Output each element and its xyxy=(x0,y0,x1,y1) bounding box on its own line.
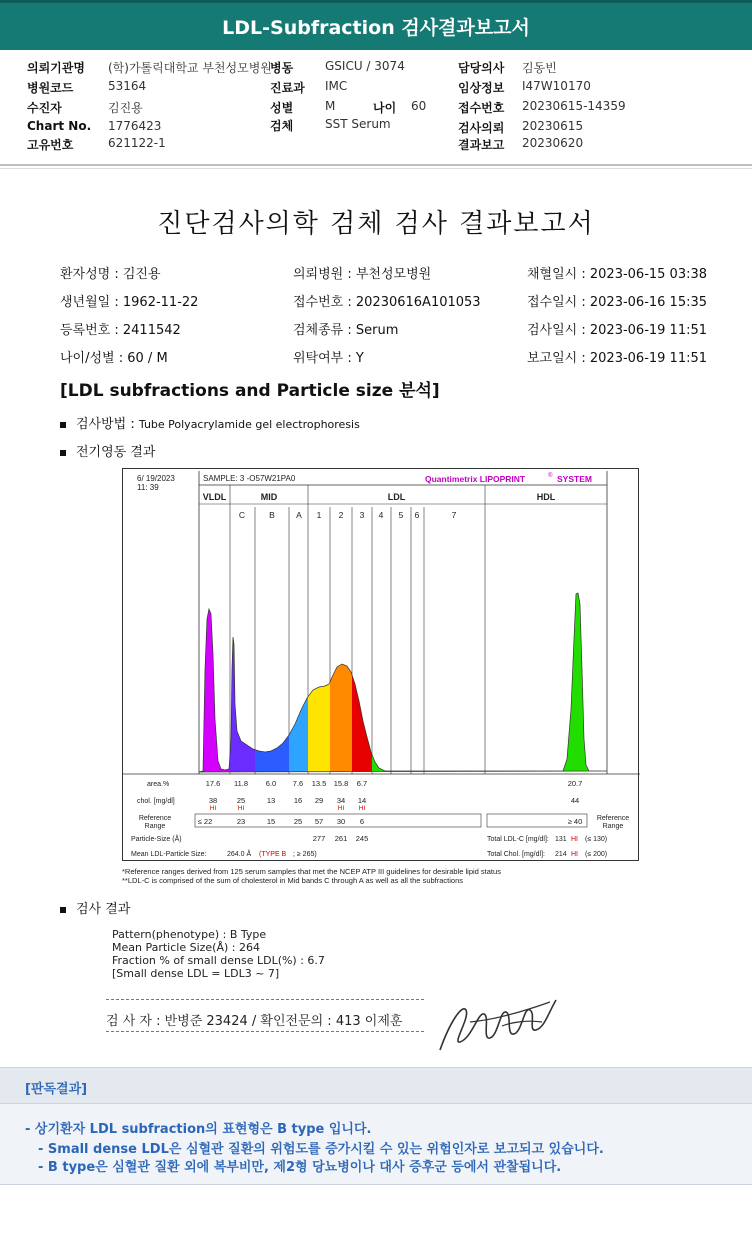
ref-label-2: Range xyxy=(144,823,166,830)
row-label-mean: Mean LDL-Particle Size: xyxy=(131,851,207,858)
electrophoresis-label: 전기영동 결과 xyxy=(76,445,156,460)
ref-label-1: Reference xyxy=(138,815,172,822)
area-value: 17.6 xyxy=(205,779,221,788)
specimen-type: 검체종류 : Serum xyxy=(293,323,399,338)
row-label-area: area.% xyxy=(147,781,170,788)
mean-type: (TYPE B xyxy=(259,851,287,858)
patient-name: 환자성명 : 김진용 xyxy=(60,267,161,282)
row-label-psize: Particle-Size (Å) xyxy=(131,836,182,843)
registration-number: 등록번호 : 2411542 xyxy=(60,323,181,338)
total-ldl-hi: HI xyxy=(571,836,578,843)
document-title: 진단검사의학 검체 검사 결과보고서 xyxy=(157,209,595,239)
accession-number: 접수번호 : 20230616A101053 xyxy=(293,295,481,310)
mean-limit: ; ≥ 265) xyxy=(293,851,317,858)
results-label: 검사 결과 xyxy=(76,902,131,917)
ref-value: 15 xyxy=(266,817,276,826)
particle-size-value: 261 xyxy=(334,834,348,843)
finding-line-1: - 상기환자 LDL subfraction의 표현형은 B type 입니다. xyxy=(25,1122,372,1137)
result-mean-size: Mean Particle Size(Å) : 264 xyxy=(112,941,260,954)
consignment: 위탁여부 : Y xyxy=(293,351,364,366)
test-datetime: 검사일시 : 2023-06-19 11:51 xyxy=(527,323,708,338)
value-clinical-info: I47W10170 xyxy=(522,79,591,93)
band-label-2: 2 xyxy=(338,510,344,520)
label-department: 진료과 xyxy=(270,81,305,95)
value-hospital-code: 53164 xyxy=(108,79,147,93)
band-label-6: 6 xyxy=(414,510,420,520)
value-request-date: 20230615 xyxy=(522,119,584,133)
brand-registered: ® xyxy=(548,473,553,479)
label-age: 나이 xyxy=(373,101,397,115)
value-department: IMC xyxy=(325,79,348,93)
value-ward: GSICU / 3074 xyxy=(325,59,405,73)
band-fills xyxy=(199,569,607,774)
signature-line-top xyxy=(106,999,424,1000)
bullet-icon xyxy=(60,450,66,456)
value-report-date: 20230620 xyxy=(522,136,584,150)
handwritten-signature xyxy=(432,992,562,1058)
band-fill-hdl xyxy=(372,569,607,774)
report-datetime: 보고일시 : 2023-06-19 11:51 xyxy=(527,351,708,366)
band-fill-ldl-1 xyxy=(308,569,330,774)
value-receipt-no: 20230615-14359 xyxy=(522,99,626,113)
total-chol-value: 214 xyxy=(555,851,567,858)
hi-flag: HI xyxy=(237,805,245,812)
findings-panel xyxy=(0,1067,752,1185)
label-unique-no: 고유번호 xyxy=(27,138,74,152)
lipoprint-svg xyxy=(123,469,640,862)
chol-value: 34 xyxy=(336,796,346,805)
finding-line-3: - B type은 심혈관 질환 외에 복부비만, 제2형 당뇨병이나 대사 증후군 등에서 관찰됩니다. xyxy=(38,1160,562,1175)
label-hospital-code: 병원코드 xyxy=(27,81,74,95)
findings-heading: [판독결과] xyxy=(25,1082,88,1097)
finding-line-2: - Small dense LDL은 심혈관 질환의 위험도를 증가시킬 수 있는 위험인자로 보고되고 있습니다. xyxy=(38,1142,604,1157)
header-info xyxy=(0,50,752,166)
brand-suffix: SYSTEM xyxy=(557,474,592,484)
ref-right-2: Range xyxy=(602,823,624,830)
curve-outline xyxy=(199,593,607,772)
method-label: 검사방법 : xyxy=(76,417,139,432)
area-value: 11.8 xyxy=(233,779,249,788)
result-line xyxy=(60,898,130,917)
receipt-datetime: 접수일시 : 2023-06-16 15:35 xyxy=(527,295,708,310)
total-ldl-label: Total LDL-C [mg/dl]: xyxy=(487,836,549,843)
result-sdldl-definition: [Small dense LDL = LDL3 ~ 7] xyxy=(112,967,280,980)
band-label-a: A xyxy=(296,510,302,520)
birth-date: 생년월일 : 1962-11-22 xyxy=(60,295,199,310)
label-doctor: 담당의사 xyxy=(458,61,505,75)
band-label-1: 1 xyxy=(316,510,322,520)
area-value: 6.0 xyxy=(265,779,277,788)
value-requesting-institution: (학)가톨릭대학교 부천성모병원 xyxy=(108,61,272,75)
chart-footnote-2: **LDL-C is comprised of the sum of cholesterol in Mid bands C through A as well as all the subfractions xyxy=(122,876,464,885)
method-line xyxy=(60,413,360,432)
total-chol-hi: HI xyxy=(571,851,578,858)
total-chol-limit: (≤ 200) xyxy=(585,851,608,858)
ref-right-1: Reference xyxy=(596,815,630,822)
ref-value: 57 xyxy=(314,817,324,826)
sample-id: SAMPLE: 3 -O57W21PA0 xyxy=(203,474,296,483)
lipoprint-chart xyxy=(122,468,639,861)
result-pattern: Pattern(phenotype) : B Type xyxy=(112,928,267,941)
band-label-4: 4 xyxy=(378,510,384,520)
ref-value: 30 xyxy=(336,817,346,826)
chol-value: 13 xyxy=(266,796,276,805)
chol-value: 29 xyxy=(314,796,324,805)
band-label-5: 5 xyxy=(398,510,404,520)
band-fill-ldl-2 xyxy=(330,569,352,774)
total-ldl-limit: (≤ 130) xyxy=(585,836,608,843)
label-specimen: 검체 xyxy=(270,119,294,133)
chol-value: 14 xyxy=(357,796,367,805)
ref-value: ≥ 40 xyxy=(567,817,583,826)
label-requesting-institution: 의뢰기관명 xyxy=(27,61,85,75)
chol-value: 25 xyxy=(236,796,246,805)
group-label-vldl: VLDL xyxy=(202,492,227,502)
area-value: 7.6 xyxy=(292,779,304,788)
value-unique-no: 621122-1 xyxy=(108,136,166,150)
ref-value: ≤ 22 xyxy=(197,817,213,826)
chart-date: 6/ 19/2023 xyxy=(137,474,175,483)
ref-value: 25 xyxy=(293,817,303,826)
label-ward: 병동 xyxy=(270,61,294,75)
hi-flag: HI xyxy=(209,805,217,812)
method-value: Tube Polyacrylamide gel electrophoresis xyxy=(138,418,360,431)
report-title-bar xyxy=(0,0,752,50)
report-title: LDL-Subfraction 검사결과보고서 xyxy=(222,17,530,39)
ref-value: 23 xyxy=(236,817,246,826)
particle-size-value: 245 xyxy=(355,834,369,843)
label-sex: 성별 xyxy=(270,101,294,115)
analysis-heading: [LDL subfractions and Particle size 분석] xyxy=(60,381,440,401)
particle-size-value: 277 xyxy=(312,834,326,843)
collection-datetime: 채혈일시 : 2023-06-15 03:38 xyxy=(527,267,708,282)
value-sex: M xyxy=(325,99,336,113)
group-label-ldl: LDL xyxy=(387,492,406,502)
ref-value: 6 xyxy=(359,817,365,826)
value-doctor: 김동빈 xyxy=(522,61,557,75)
signature-line-bottom xyxy=(106,1031,424,1032)
chol-value: 44 xyxy=(570,796,580,805)
mean-size-value: 264.0 Å xyxy=(227,851,252,858)
chol-value: 38 xyxy=(208,796,218,805)
label-chart-no: Chart No. xyxy=(27,119,92,133)
chart-time: 11: 39 xyxy=(137,483,159,492)
group-label-mid: MID xyxy=(260,492,278,502)
value-age: 60 xyxy=(411,99,427,113)
hi-flag: HI xyxy=(358,805,366,812)
label-report-date: 결과보고 xyxy=(458,138,505,152)
label-patient: 수진자 xyxy=(27,101,62,115)
hi-flag: HI xyxy=(337,805,345,812)
electrophoresis-line xyxy=(60,441,155,460)
bullet-icon xyxy=(60,907,66,913)
value-specimen: SST Serum xyxy=(325,117,391,131)
total-chol-label: Total Chol. [mg/dl]: xyxy=(487,851,545,858)
band-label-3: 3 xyxy=(359,510,365,520)
brand-name: Quantimetrix LIPOPRINT xyxy=(425,474,526,484)
age-sex: 나이/성별 : 60 / M xyxy=(60,351,168,366)
result-sdldl-fraction: Fraction % of small dense LDL(%) : 6.7 xyxy=(112,954,325,967)
chart-frame xyxy=(123,471,640,827)
curve-def xyxy=(199,593,607,772)
chart-footnote-1: *Reference ranges derived from 125 serum samples that met the NCEP ATP III guidelines for desirable lipid status xyxy=(122,867,501,876)
area-value: 6.7 xyxy=(356,779,368,788)
bullet-icon xyxy=(60,422,66,428)
group-label-hdl: HDL xyxy=(536,492,556,502)
row-label-chol: chol. [mg/dl] xyxy=(137,798,175,805)
chol-value: 16 xyxy=(293,796,303,805)
band-label-b: B xyxy=(269,510,275,520)
band-label-7: 7 xyxy=(451,510,457,520)
band-label-c: C xyxy=(238,510,246,520)
signature-text: 검 사 자 : 반병준 23424 / 확인전문의 : 413 이제훈 xyxy=(106,1014,403,1029)
area-value: 20.7 xyxy=(567,779,583,788)
requesting-hospital: 의뢰병원 : 부천성모병원 xyxy=(293,267,432,282)
value-chart-no: 1776423 xyxy=(108,119,162,133)
area-value: 15.8 xyxy=(333,779,349,788)
band-fill-mid-b xyxy=(255,569,289,774)
label-receipt-no: 접수번호 xyxy=(458,101,505,115)
area-value: 13.5 xyxy=(311,779,327,788)
label-clinical-info: 임상정보 xyxy=(458,81,505,95)
label-request-date: 검사의뢰 xyxy=(458,121,505,135)
band-fill-mid-c xyxy=(230,569,255,774)
value-patient: 김진용 xyxy=(108,101,143,115)
findings-header xyxy=(0,1068,752,1104)
total-ldl-value: 131 xyxy=(555,836,567,843)
band-fill-mid-a xyxy=(289,569,308,774)
